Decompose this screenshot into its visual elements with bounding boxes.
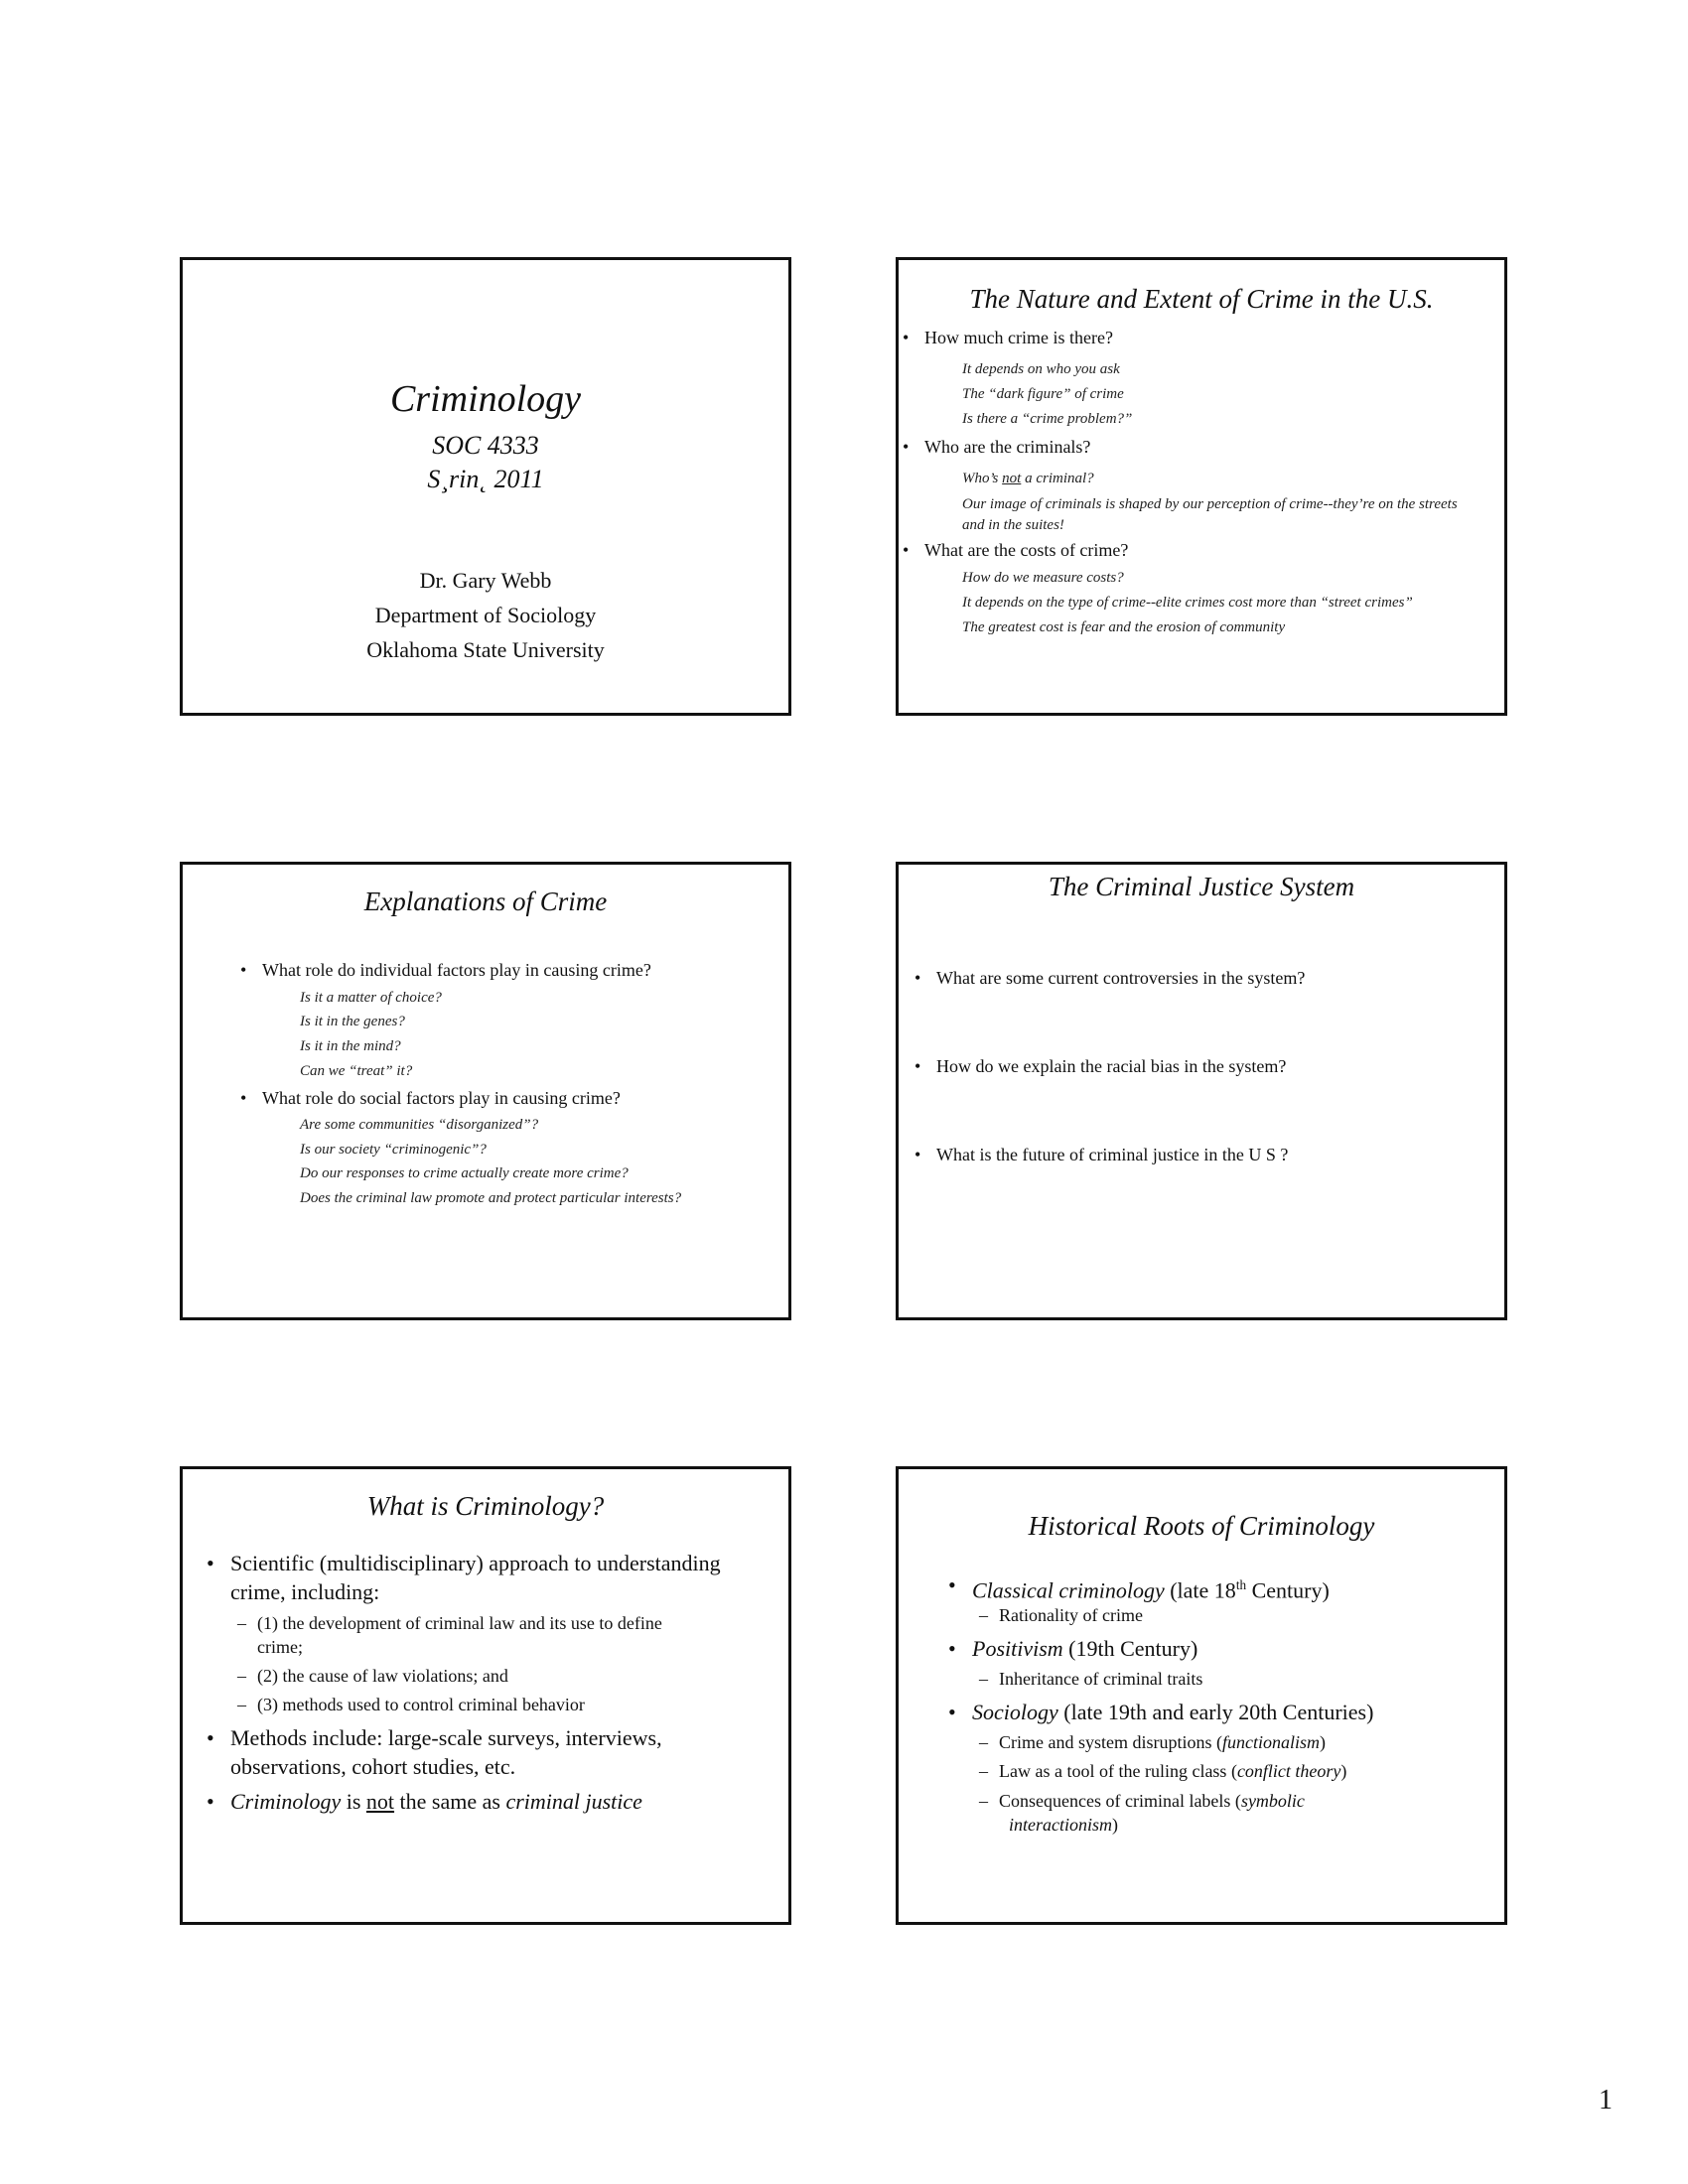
sub-point: Does the criminal law promote and protect particular interests? bbox=[300, 1190, 682, 1206]
author-name: Dr. Gary Webb bbox=[419, 568, 552, 593]
author-department: Department of Sociology bbox=[374, 603, 597, 627]
slide-what-is-criminology bbox=[180, 1466, 791, 1925]
dash-point: – Rationality of crime bbox=[979, 1605, 1143, 1625]
dash-icon: – bbox=[237, 1666, 246, 1686]
bullet-icon: • bbox=[240, 1088, 247, 1108]
bullet-point: • Positivism (19th Century) bbox=[948, 1636, 1198, 1661]
sub-point: It depends on the type of crime--elite crimes cost more than “street crimes” bbox=[962, 595, 1413, 611]
slide-criminal-justice bbox=[896, 862, 1507, 1320]
bullet-question bbox=[240, 1088, 621, 1109]
sub-point: Is it a matter of choice? bbox=[300, 990, 442, 1006]
dash-point: – (3) methods used to control criminal behavior bbox=[237, 1695, 585, 1714]
dash-point: – (2) the cause of law violations; and bbox=[237, 1666, 508, 1686]
bullet-question bbox=[903, 540, 1129, 561]
dash-icon: – bbox=[979, 1605, 988, 1625]
dash-icon: – bbox=[979, 1732, 988, 1752]
sub-point: Is there a “crime problem?” bbox=[962, 411, 1133, 427]
bullet-question bbox=[240, 960, 651, 981]
course-code: SOC 4333 bbox=[432, 431, 539, 460]
sub-point: Is our society “criminogenic”? bbox=[300, 1142, 487, 1158]
bullet-point: • Sociology (late 19th and early 20th Centuries) bbox=[948, 1700, 1374, 1724]
question-text: What are the costs of crime? bbox=[924, 540, 1129, 560]
course-term: S¸rin˛ 2011 bbox=[427, 465, 544, 493]
slide-historical-roots bbox=[896, 1466, 1507, 1925]
bullet-icon: • bbox=[914, 1056, 921, 1076]
question-text: How do we explain the racial bias in the system? bbox=[936, 1056, 1287, 1076]
dash-point: – Inheritance of criminal traits bbox=[979, 1669, 1203, 1689]
bullet-icon: • bbox=[903, 328, 910, 347]
bullet-icon: • bbox=[903, 437, 910, 457]
slide-nature-extent bbox=[896, 257, 1507, 716]
bullet-icon: • bbox=[948, 1636, 956, 1661]
bullet-icon: • bbox=[240, 960, 247, 980]
bullet-question bbox=[914, 1056, 1287, 1077]
dash-point: – Law as a tool of the ruling class (conflict theory) bbox=[979, 1761, 1347, 1781]
sub-point: It depends on who you ask bbox=[962, 361, 1120, 377]
dash-point: – (1) the development of criminal law and its use to define crime; bbox=[237, 1613, 662, 1657]
bullet-icon: • bbox=[948, 1700, 956, 1724]
slide-explanations bbox=[180, 862, 791, 1320]
bullet-icon: • bbox=[207, 1725, 214, 1750]
bullet-icon: • bbox=[207, 1551, 214, 1575]
bullet-icon: • bbox=[903, 540, 910, 560]
dash-point: – Crime and system disruptions (functionalism) bbox=[979, 1732, 1326, 1752]
slide-title-criminology bbox=[180, 257, 791, 716]
dash-icon: – bbox=[237, 1613, 246, 1633]
bullet-point: • Criminology is not the same as criminal justice bbox=[207, 1789, 642, 1814]
question-text: What role do individual factors play in causing crime? bbox=[262, 960, 651, 980]
bullet-icon: • bbox=[914, 968, 921, 988]
dash-point: – Consequences of criminal labels (symbolic interactionism) bbox=[979, 1791, 1305, 1835]
question-text: What are some current controversies in the system? bbox=[936, 968, 1306, 988]
question-text: What role do social factors play in causing crime? bbox=[262, 1088, 621, 1108]
dash-icon: – bbox=[979, 1761, 988, 1781]
slide-title: Historical Roots of Criminology bbox=[1028, 1511, 1375, 1541]
bullet-icon: • bbox=[948, 1572, 956, 1597]
bullet-point: • Classical criminology (late 18th Century) bbox=[948, 1572, 1330, 1603]
dash-icon: – bbox=[979, 1791, 988, 1811]
sub-point: Do our responses to crime actually create more crime? bbox=[300, 1165, 629, 1181]
sub-point: How do we measure costs? bbox=[962, 570, 1124, 586]
sub-point: Is it in the genes? bbox=[300, 1014, 405, 1029]
question-text: Who are the criminals? bbox=[924, 437, 1091, 457]
sub-point: Can we “treat” it? bbox=[300, 1063, 413, 1079]
author-university: Oklahoma State University bbox=[366, 637, 605, 662]
slide-title: Explanations of Crime bbox=[363, 887, 608, 916]
course-title: Criminology bbox=[389, 378, 582, 420]
question-text: How much crime is there? bbox=[924, 328, 1113, 347]
sub-point: Our image of criminals is shaped by our perception of crime--they’re on the streets and in the suites! bbox=[962, 496, 1458, 533]
bullet-icon: • bbox=[207, 1789, 214, 1814]
question-text: What is the future of criminal justice in the U S ? bbox=[936, 1145, 1289, 1164]
bullet-question bbox=[914, 1145, 1289, 1165]
sub-point: The “dark figure” of crime bbox=[962, 386, 1124, 402]
bullet-question bbox=[903, 437, 1091, 458]
bullet-icon: • bbox=[914, 1145, 921, 1164]
bullet-point: • Scientific (multidisciplinary) approach to understanding crime, including: bbox=[207, 1551, 721, 1604]
slide-title: The Nature and Extent of Crime in the U.S. bbox=[969, 284, 1434, 314]
bullet-question bbox=[903, 328, 1113, 348]
dash-icon: – bbox=[979, 1669, 988, 1689]
bullet-point: • Methods include: large-scale surveys, interviews, observations, cohort studies, etc. bbox=[207, 1725, 662, 1779]
dash-icon: – bbox=[237, 1695, 246, 1714]
sub-point: Who’s not a criminal? bbox=[962, 471, 1094, 486]
slide-title: The Criminal Justice System bbox=[1048, 872, 1355, 901]
bullet-question bbox=[914, 968, 1306, 989]
slide-title: What is Criminology? bbox=[366, 1491, 605, 1521]
sub-point: Are some communities “disorganized”? bbox=[300, 1117, 539, 1133]
sub-point: The greatest cost is fear and the erosion of community bbox=[962, 619, 1286, 635]
page-number: 1 bbox=[1599, 2085, 1613, 2116]
sub-point: Is it in the mind? bbox=[300, 1038, 401, 1054]
